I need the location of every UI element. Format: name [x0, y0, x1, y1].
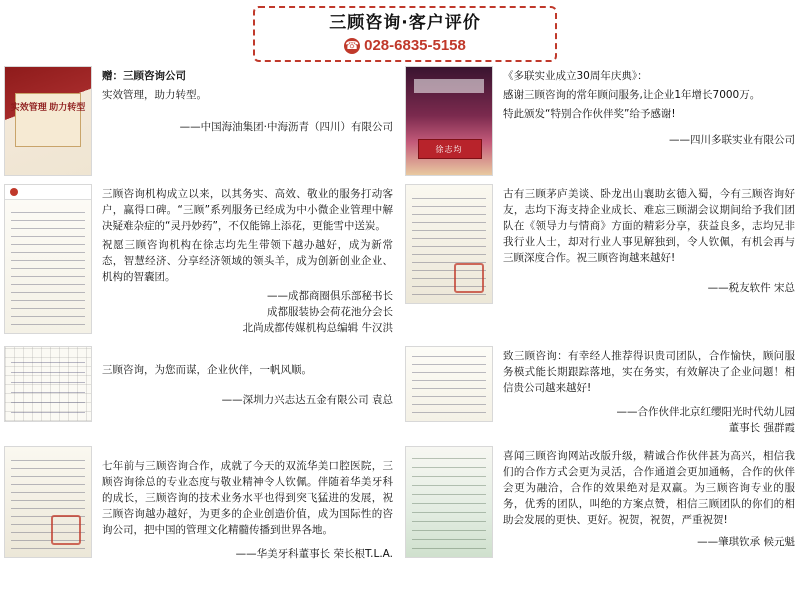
- testimonial-cell-4: [401, 180, 803, 342]
- testimonial-line: 实效管理，助力转型。: [102, 89, 207, 101]
- page-title: 三顾咨询·客户评价: [329, 13, 481, 33]
- green-letter-photo: [405, 446, 493, 558]
- plaque-caption: 实效管理 助力转型: [10, 102, 86, 112]
- testimonial-signature-3: [102, 288, 393, 336]
- testimonial-cell-7: [0, 442, 401, 568]
- testimonial-text-6: [493, 346, 797, 438]
- testimonial-row: [0, 180, 803, 342]
- testimonial-line: 祝愿三顾咨询机构在徐志均先生带领下越办越好，成为新常态，智慧经济、分享经济领域的领头羊，成为创新创业企业、机构的智囊团。: [102, 239, 393, 283]
- signature-line: ——肇琪钦承 候元魁: [697, 536, 795, 548]
- testimonial-signature-5: [102, 392, 393, 408]
- testimonial-signature-6: [503, 404, 795, 436]
- testimonial-signature-1: [102, 119, 393, 135]
- anniversary-event-photo: [405, 66, 493, 176]
- testimonial-line: 感谢三顾咨询的常年顾问服务,让企业1年增长7000万。: [503, 89, 761, 101]
- testimonial-row: [0, 442, 803, 568]
- testimonial-line: 七年前与三顾咨询合作，成就了今天的双流华美口腔医院，三顾咨询徐总的专业态度与敬业精神令人钦佩。伴随着华美牙科的成长，三顾咨询的技术业务水平也得到突飞猛进的发展，祝三顾咨询越办越好，为更多的企业创造价值，成为国际性的咨询公司，把中国的管理文化精髓传播到世界各地。: [102, 460, 393, 536]
- testimonial-text-2: [493, 66, 797, 176]
- testimonial-cell-1: [0, 62, 401, 180]
- handwritten-letter-photo: [4, 184, 92, 334]
- contact-phone: [344, 36, 466, 56]
- testimonial-signature-7: [102, 546, 393, 562]
- signature-line: 北尚成都传媒机构总编辑 牛汉洪: [242, 322, 393, 334]
- telephone-icon: ☎: [345, 40, 359, 52]
- signature-line: ——四川多联实业有限公司: [669, 134, 795, 146]
- phone-number: 028-6835-5158: [364, 37, 466, 54]
- signature-line: ——税友软件 宋总: [707, 282, 795, 294]
- testimonial-text-3: [92, 184, 395, 338]
- testimonial-text-5: [92, 346, 395, 438]
- testimonial-text-8: [493, 446, 797, 564]
- testimonial-cell-8: [401, 442, 803, 568]
- testimonial-cell-3: [0, 180, 401, 342]
- testimonial-signature-8: [503, 534, 795, 550]
- testimonial-line: 特此颁发“特别合作伙伴奖”给予感谢!: [503, 108, 676, 120]
- testimonial-row: [0, 62, 803, 180]
- testimonial-signature-2: [503, 132, 795, 148]
- handwritten-letter-photo-2: [405, 346, 493, 422]
- signature-line: ——合作伙伴北京红缨阳光时代幼儿园: [616, 406, 795, 418]
- testimonial-line: 三顾咨询，为您而谋，企业伙伴，一帆风顺。: [102, 364, 312, 376]
- testimonial-line: 赠：三顾咨询公司: [102, 70, 186, 82]
- signature-line: 成都服装协会荷花池分会长: [267, 306, 393, 318]
- testimonial-grid: [0, 62, 803, 568]
- testimonial-line: 喜闻三顾咨询网站改版升级，精诚合作伙伴甚为高兴，相信我们的合作方式会更为灵活，合作通道会更加通畅，合作的伙伴会更为融洽，合作的效果绝对是双赢。为三顾咨询专业的服务，优秀的团队，叫绝的方案点赞，相信三顾团队的你们的相助会发展的更快、更好。祝贺，祝贺，严重祝贺!: [503, 450, 795, 526]
- testimonial-cell-2: [401, 62, 803, 180]
- page-header: [253, 6, 557, 62]
- signature-line: ——成都商圈俱乐部秘书长: [267, 290, 393, 302]
- client-letter-photo: [4, 446, 92, 558]
- testimonial-signature-4: [503, 280, 795, 296]
- testimonial-text-4: [493, 184, 797, 338]
- testimonial-line: 古有三顾茅庐美谈、卧龙出山襄助玄德入蜀，今有三顾咨询好友，志均下海支持企业成长、难忘三顾湖会议期间给予我们团队在《领导力与情商》方面的精彩分享，获益良多，志均兄非我行业人士，却对行业人事见解独到，令人钦佩，有机会再与三顾深度合作。祝三顾咨询越来越好!: [503, 188, 795, 264]
- testimonial-cell-6: [401, 342, 803, 442]
- testimonial-line: 《多联实业成立30周年庆典》：: [503, 70, 648, 82]
- signature-line: ——深圳力兴志达五金有限公司 袁总: [221, 394, 393, 406]
- award-plaque-photo: [4, 66, 92, 176]
- handwritten-note-photo: [405, 184, 493, 304]
- signature-line: ——中国海油集团·中海沥青（四川）有限公司: [179, 121, 393, 133]
- testimonial-line: 三顾咨询机构成立以来，以其务实、高效、敬业的服务打动客户，赢得口碑。“三顾”系列服务已经成为中小微企业管理中解决疑难杂症的“灵丹妙药”，不仅能锦上添花，更能雪中送炭。: [102, 188, 393, 232]
- photo-caption: 徐志均: [435, 145, 463, 154]
- signature-line: 董事长 强群霞: [728, 422, 795, 434]
- testimonial-text-7: [92, 446, 395, 564]
- testimonial-cell-5: [0, 342, 401, 442]
- testimonial-row: [0, 342, 803, 442]
- thank-you-letter-photo: [4, 346, 92, 422]
- signature-line: ——华美牙科董事长 荣长根T.L.A.: [235, 548, 393, 560]
- testimonial-line: 致三顾咨询：有幸经人推荐得识贵司团队，合作愉快，顾问服务模式能长期跟踪落地，实在务实，有效解决了企业问题！相信贵公司越来越好!: [503, 350, 795, 394]
- testimonial-text-1: [92, 66, 395, 176]
